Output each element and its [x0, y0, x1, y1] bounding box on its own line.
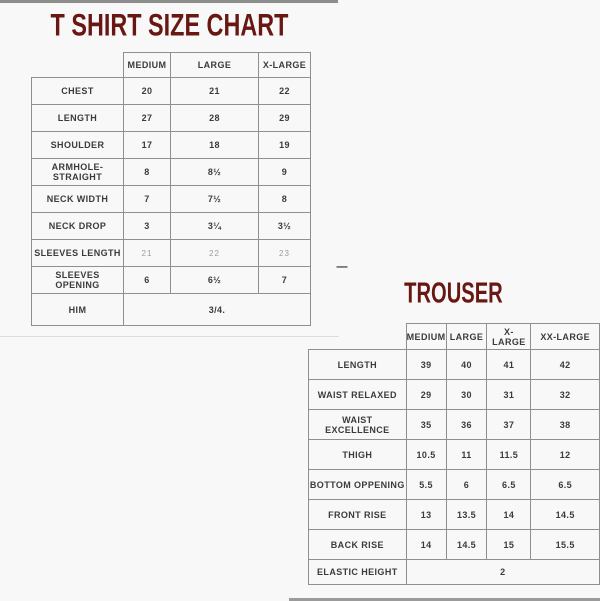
- tshirt-chart-title: T SHIRT SIZE CHART: [50, 7, 288, 43]
- size-header-cell: LARGE: [446, 324, 487, 350]
- dash-separator: —: [336, 261, 348, 273]
- row-label: ELASTIC HEIGHT: [309, 560, 407, 585]
- tshirt-size-table: [31, 52, 311, 326]
- value-cell: 14: [406, 530, 446, 560]
- value-cell: 21: [124, 240, 171, 267]
- table-row: [32, 132, 311, 159]
- trouser-chart-title: TROUSER: [404, 276, 503, 309]
- row-label: NECK DROP: [32, 213, 124, 240]
- size-header-cell: X-LARGE: [487, 324, 531, 350]
- row-label: THIGH: [309, 440, 407, 470]
- value-cell: 32: [531, 380, 600, 410]
- table-row: [309, 500, 600, 530]
- corner-cell: [309, 324, 407, 350]
- value-cell: 22: [171, 240, 259, 267]
- value-cell: 22: [259, 78, 311, 105]
- value-cell: 42: [531, 350, 600, 380]
- value-cell: 27: [124, 105, 171, 132]
- value-cell: 29: [259, 105, 311, 132]
- size-header-cell: MEDIUM: [124, 53, 171, 78]
- row-label: CHEST: [32, 78, 124, 105]
- value-cell: 11: [446, 440, 487, 470]
- value-cell: 31: [487, 380, 531, 410]
- value-cell: 8: [124, 159, 171, 186]
- row-label: WAIST EXCELLENCE: [309, 410, 407, 440]
- row-label: HIM: [32, 294, 124, 326]
- table-row: [309, 440, 600, 470]
- merged-value-cell: 2: [406, 560, 599, 585]
- value-cell: 17: [124, 132, 171, 159]
- value-cell: 3: [124, 213, 171, 240]
- table-row: [32, 159, 311, 186]
- row-label: SHOULDER: [32, 132, 124, 159]
- table-row: [309, 530, 600, 560]
- row-label: NECK WIDTH: [32, 186, 124, 213]
- value-cell: 6: [124, 267, 171, 294]
- value-cell: 7½: [171, 186, 259, 213]
- row-label: LENGTH: [309, 350, 407, 380]
- value-cell: 7: [124, 186, 171, 213]
- size-header-cell: LARGE: [171, 53, 259, 78]
- value-cell: 19: [259, 132, 311, 159]
- value-cell: 8½: [171, 159, 259, 186]
- table-row: [32, 240, 311, 267]
- value-cell: 20: [124, 78, 171, 105]
- table-row: [309, 350, 600, 380]
- value-cell: 10.5: [406, 440, 446, 470]
- value-cell: 14.5: [531, 500, 600, 530]
- merged-value-cell: 3/4.: [124, 294, 311, 326]
- table-row: [32, 294, 311, 326]
- size-header-cell: MEDIUM: [406, 324, 446, 350]
- value-cell: 14.5: [446, 530, 487, 560]
- table-row: [309, 410, 600, 440]
- row-label: FRONT RISE: [309, 500, 407, 530]
- row-label: SLEEVES OPENING: [32, 267, 124, 294]
- value-cell: 14: [487, 500, 531, 530]
- corner-cell: [32, 53, 124, 78]
- value-cell: 41: [487, 350, 531, 380]
- value-cell: 13: [406, 500, 446, 530]
- table-row: [32, 213, 311, 240]
- table-row: [32, 78, 311, 105]
- value-cell: 9: [259, 159, 311, 186]
- value-cell: 6.5: [531, 470, 600, 500]
- table-row: [32, 267, 311, 294]
- value-cell: 35: [406, 410, 446, 440]
- row-label: SLEEVES LENGTH: [32, 240, 124, 267]
- value-cell: 40: [446, 350, 487, 380]
- value-cell: 28: [171, 105, 259, 132]
- value-cell: 3½: [259, 213, 311, 240]
- row-label: BOTTOM OPPENING: [309, 470, 407, 500]
- row-label: LENGTH: [32, 105, 124, 132]
- value-cell: 13.5: [446, 500, 487, 530]
- value-cell: 39: [406, 350, 446, 380]
- value-cell: 5.5: [406, 470, 446, 500]
- value-cell: 6: [446, 470, 487, 500]
- value-cell: 18: [171, 132, 259, 159]
- value-cell: 12: [531, 440, 600, 470]
- panel-divider-line: [0, 336, 339, 337]
- value-cell: 3¼: [171, 213, 259, 240]
- row-label: WAIST RELAXED: [309, 380, 407, 410]
- size-header-cell: XX-LARGE: [531, 324, 600, 350]
- table-row: [32, 105, 311, 132]
- value-cell: 21: [171, 78, 259, 105]
- value-cell: 11.5: [487, 440, 531, 470]
- value-cell: 6.5: [487, 470, 531, 500]
- size-header-cell: X-LARGE: [259, 53, 311, 78]
- table-row: [309, 470, 600, 500]
- value-cell: 29: [406, 380, 446, 410]
- value-cell: 15.5: [531, 530, 600, 560]
- value-cell: 38: [531, 410, 600, 440]
- value-cell: 30: [446, 380, 487, 410]
- trouser-size-table: [308, 323, 600, 585]
- value-cell: 37: [487, 410, 531, 440]
- table-row: [309, 560, 600, 585]
- table-row: [309, 380, 600, 410]
- row-label: ARMHOLE-STRAIGHT: [32, 159, 124, 186]
- value-cell: 36: [446, 410, 487, 440]
- value-cell: 7: [259, 267, 311, 294]
- value-cell: 8: [259, 186, 311, 213]
- value-cell: 15: [487, 530, 531, 560]
- table-row: [32, 186, 311, 213]
- value-cell: 23: [259, 240, 311, 267]
- row-label: BACK RISE: [309, 530, 407, 560]
- value-cell: 6½: [171, 267, 259, 294]
- top-edge-line: [0, 0, 338, 3]
